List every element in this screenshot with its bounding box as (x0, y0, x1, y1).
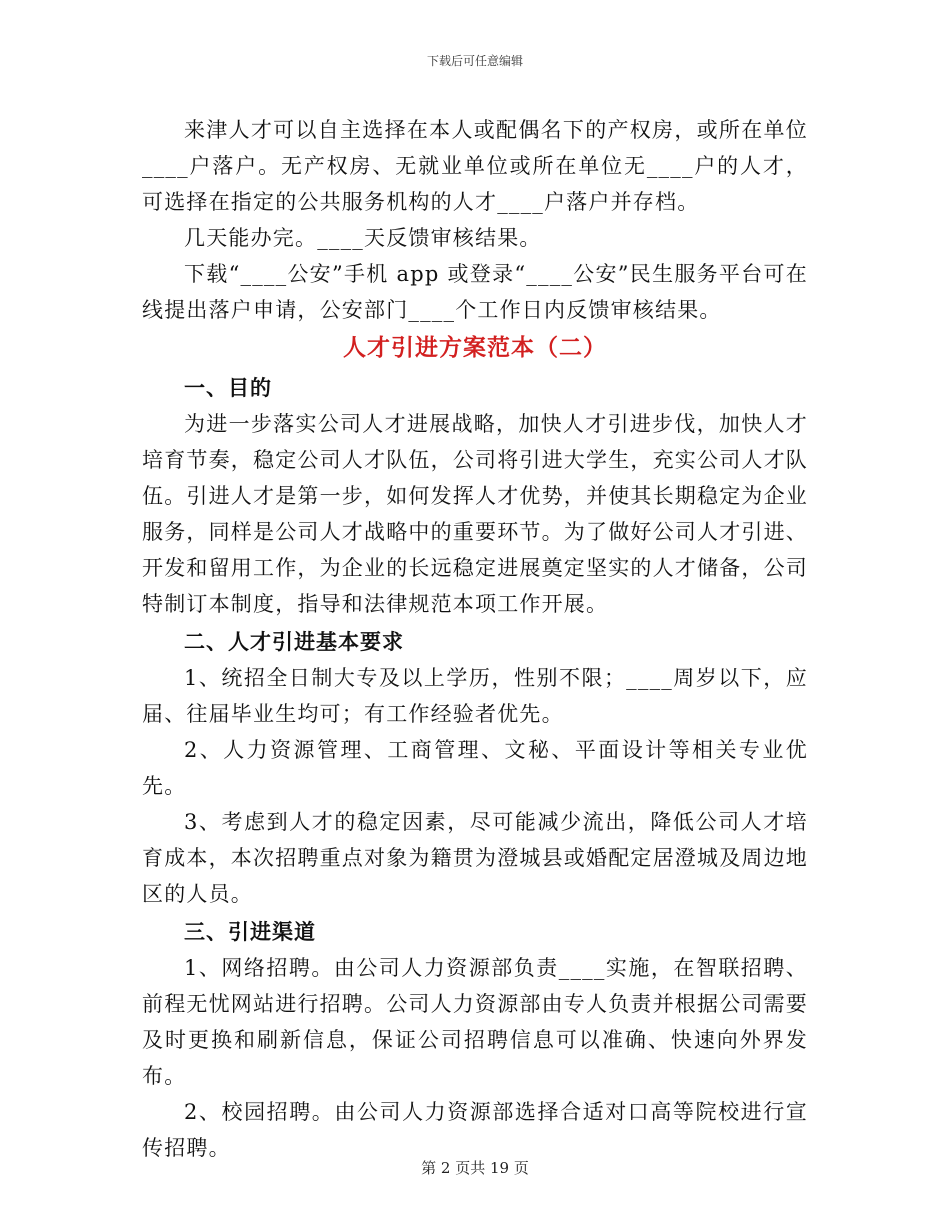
requirement-item-3: 3、考虑到人才的稳定因素，尽可能减少流出，降低公司人才培育成本，本次招聘重点对象为籍贯为澄城县或婚配定居澄城及周边地区的人员。 (142, 810, 808, 906)
page-header: 下载后可任意编辑 (426, 54, 523, 68)
intro-paragraph-2: 几天能办完。____天反馈审核结果。 (184, 226, 542, 250)
page-footer: 第 2 页共 19 页 (421, 1159, 529, 1177)
intro-paragraph-3: 下载“____公安”手机 app 或登录“____公安”民生服务平台可在线提出落户申请，公安部门____个工作日内反馈审核结果。 (142, 262, 808, 322)
section-heading-channels: 三、引进渠道 (184, 919, 316, 944)
purpose-paragraph: 为进一步落实公司人才进展战略，加快人才引进步伐，加快人才培育节奏，稳定公司人才队伍，公司将引进大学生，充实公司人才队伍。引进人才是第一步，如何发挥人才优势，并使其长期稳定为企业服务，同样是公司人才战略中的重要环节。为了做好公司人才引进、开发和留用工作，为企业的长远稳定进展奠定坚实的人才储备，公司特制订本制度，指导和法律规范本项工作开展。 (142, 412, 808, 616)
requirement-item-1: 1、统招全日制大专及以上学历，性别不限；____周岁以下，应届、往届毕业生均可；有工作经验者优先。 (142, 666, 808, 726)
channel-item-2: 2、校园招聘。由公司人力资源部选择合适对口高等院校进行宣传招聘。 (142, 1100, 808, 1160)
section-heading-purpose: 一、目的 (184, 375, 272, 400)
channel-item-1: 1、网络招聘。由公司人力资源部负责____实施，在智联招聘、前程无忧网站进行招聘。公司人力资源部由专人负责并根据公司需要及时更换和刷新信息，保证公司招聘信息可以准确、快速向外界发布。 (142, 956, 808, 1088)
document-body (142, 112, 808, 1166)
requirement-item-2: 2、人力资源管理、工商管理、文秘、平面设计等相关专业优先。 (142, 738, 808, 798)
section-heading-requirements: 二、人才引进基本要求 (184, 629, 404, 654)
document-title: 人才引进方案范本（二） (343, 334, 607, 361)
intro-paragraph-1: 来津人才可以自主选择在本人或配偶名下的产权房，或所在单位____户落户。无产权房、无就业单位或所在单位无____户的人才，可选择在指定的公共服务机构的人才____户落户并存档。 (142, 118, 808, 214)
